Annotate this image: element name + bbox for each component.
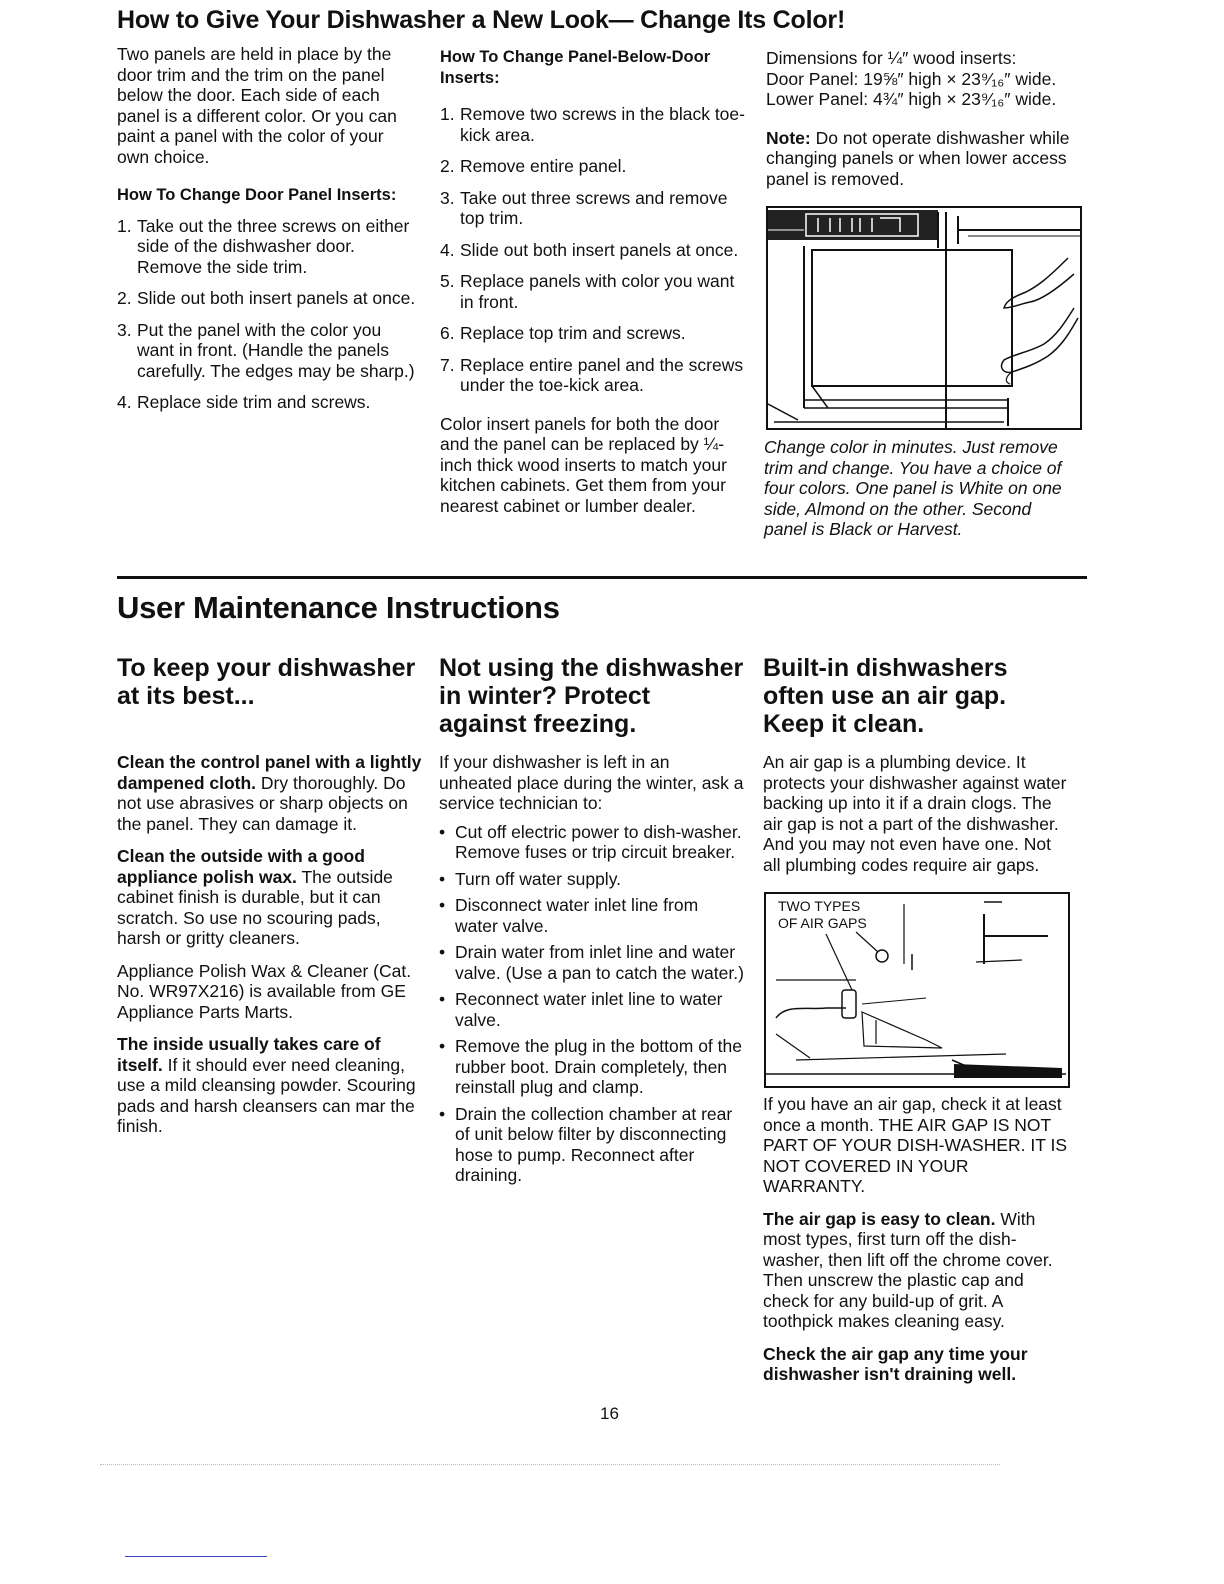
door-steps-list	[117, 216, 417, 413]
list-item: 7. Replace entire panel and the screws under the toe-kick area.	[440, 354, 744, 395]
maintenance-column-1	[117, 654, 422, 1149]
winter-heading: Not using the dishwasher in winter? Protect against freezing.	[439, 654, 744, 738]
dimensions-door: Door Panel: 19⅝″ high × 23⁹⁄₁₆″ wide.	[766, 68, 1057, 89]
inside-paragraph: The inside usually takes care of itself. If it should ever need cleaning, use a mild cleansing powder. Scouring pads and harsh cleansers can mar the finish.	[117, 1034, 416, 1136]
note-paragraph: Note: Do not operate dishwasher while changing panels or when lower access panel is removed.	[766, 127, 1070, 189]
page-number: 16	[600, 1404, 619, 1423]
easy-clean-paragraph: The air gap is easy to clean. With most types, first turn off the dish-washer, then lift off the chrome cover. Then unscrew the plastic cap and check for any build-up of grit. A toothpick makes cleaning easy.	[763, 1208, 1053, 1331]
air-gap-intro: An air gap is a plumbing device. It protects your dishwasher against water backing up into it if a drain clogs. The air gap is not a part of the dishwasher. And you may not even have one. Not all plumbing codes require air gaps.	[763, 752, 1067, 875]
illustration-caption: Change color in minutes. Just remove trim and change. You have a choice of four colors. One panel is White on one side, Almond on the other. Second panel is Black or Harvest.	[764, 437, 1062, 539]
door-panel-heading: How To Change Door Panel Inserts:	[117, 186, 397, 204]
keep-best-heading: To keep your dishwasher at its best...	[117, 654, 416, 710]
list-item: • Cut off electric power to dish-washer. Remove fuses or trip circuit breaker.	[439, 821, 742, 862]
dimensions-title: Dimensions for ¼″ wood inserts:	[766, 48, 1017, 68]
page-title: How to Give Your Dishwasher a New Look— Change Its Color!	[117, 6, 846, 34]
below-steps-list	[440, 104, 745, 396]
scan-artifact-blue-line	[125, 1556, 267, 1557]
maintenance-column-3	[763, 654, 1068, 887]
list-item: 6. Replace top trim and screws.	[440, 323, 686, 343]
intro-paragraph: Two panels are held in place by the door trim and the trim on the panel below the door. Each side of each panel is a different color. Or you can paint a panel with the color of your own choice.	[117, 44, 397, 167]
polish-wax-paragraph: Appliance Polish Wax & Cleaner (Cat. No. WR97X216) is available from GE Appliance Parts Marts.	[117, 960, 412, 1022]
maintenance-title: User Maintenance Instructions	[117, 590, 560, 625]
winter-intro: If your dishwasher is left in an unheated place during the winter, ask a service technician to:	[439, 752, 744, 813]
list-item: 3. Take out three screws and remove top trim.	[440, 187, 728, 228]
air-gap-illustration	[764, 892, 1070, 1088]
list-item: 4. Slide out both insert panels at once.	[440, 239, 739, 260]
top-column-2	[440, 47, 745, 528]
winter-bullets	[439, 822, 744, 1186]
air-gap-label-1: TWO TYPES	[778, 898, 861, 914]
top-column-3	[766, 48, 1076, 201]
list-item: • Reconnect water inlet line to water valve.	[439, 989, 723, 1030]
section-divider	[117, 576, 1087, 579]
panel-change-illustration	[766, 206, 1082, 430]
control-panel-paragraph: Clean the control panel with a lightly dampened cloth. Dry thoroughly. Do not use abrasives or sharp objects on the panel. They can damage it.	[117, 752, 422, 834]
list-item: 5. Replace panels with color you want in front.	[440, 271, 735, 312]
dimensions-lower: Lower Panel: 4¾″ high × 23⁹⁄₁₆″ wide.	[766, 89, 1057, 109]
scan-artifact-line	[100, 1464, 1000, 1466]
outside-paragraph: Clean the outside with a good appliance polish wax. The outside cabinet finish is durable, but it can scratch. So use no scouring pads, harsh or gritty cleaners.	[117, 846, 393, 948]
check-monthly-paragraph: If you have an air gap, check it at least once a month. THE AIR GAP IS NOT PART OF YOUR DISH-WASHER. IT IS NOT COVERED IN YOUR WARRANTY.	[763, 1094, 1068, 1196]
top-column-1	[117, 44, 417, 424]
maintenance-column-2	[439, 654, 744, 1192]
list-item: 3. Put the panel with the color you want in front. (Handle the panels carefully. The edges may be sharp.)	[117, 319, 415, 381]
list-item: 2. Remove entire panel.	[440, 156, 627, 176]
list-item: 4. Replace side trim and screws.	[117, 392, 371, 412]
list-item: • Drain the collection chamber at rear of unit below filter by disconnecting hose to pump. Reconnect after draining.	[439, 1103, 733, 1185]
list-item: • Remove the plug in the bottom of the rubber boot. Drain completely, then reinstall plug and clamp.	[439, 1036, 742, 1097]
list-item: • Turn off water supply.	[439, 868, 622, 889]
air-gap-heading: Built-in dishwashers often use an air gap. Keep it clean.	[763, 654, 1008, 738]
check-draining-paragraph: Check the air gap any time your dishwasher isn't draining well.	[763, 1343, 1028, 1384]
wood-inserts-paragraph: Color insert panels for both the door and the panel can be replaced by ¼-inch thick wood inserts to match your kitchen cabinets. Get them from your nearest cabinet or lumber dealer.	[440, 413, 727, 516]
maintenance-column-3-lower	[763, 1094, 1068, 1397]
air-gap-label-2: OF AIR GAPS	[778, 915, 867, 931]
panel-below-door-heading: How To Change Panel-Below-Door Inserts:	[440, 48, 711, 87]
list-item: 1. Remove two screws in the black toe-kick area.	[440, 104, 745, 145]
list-item: • Disconnect water inlet line from water valve.	[439, 895, 699, 936]
list-item: 1. Take out the three screws on either side of the dishwasher door. Remove the side trim.	[117, 215, 410, 277]
dishwasher-door-drawing	[768, 208, 1080, 428]
list-item: 2. Slide out both insert panels at once.	[117, 288, 416, 308]
list-item: • Drain water from inlet line and water valve. (Use a pan to catch the water.)	[439, 942, 744, 983]
